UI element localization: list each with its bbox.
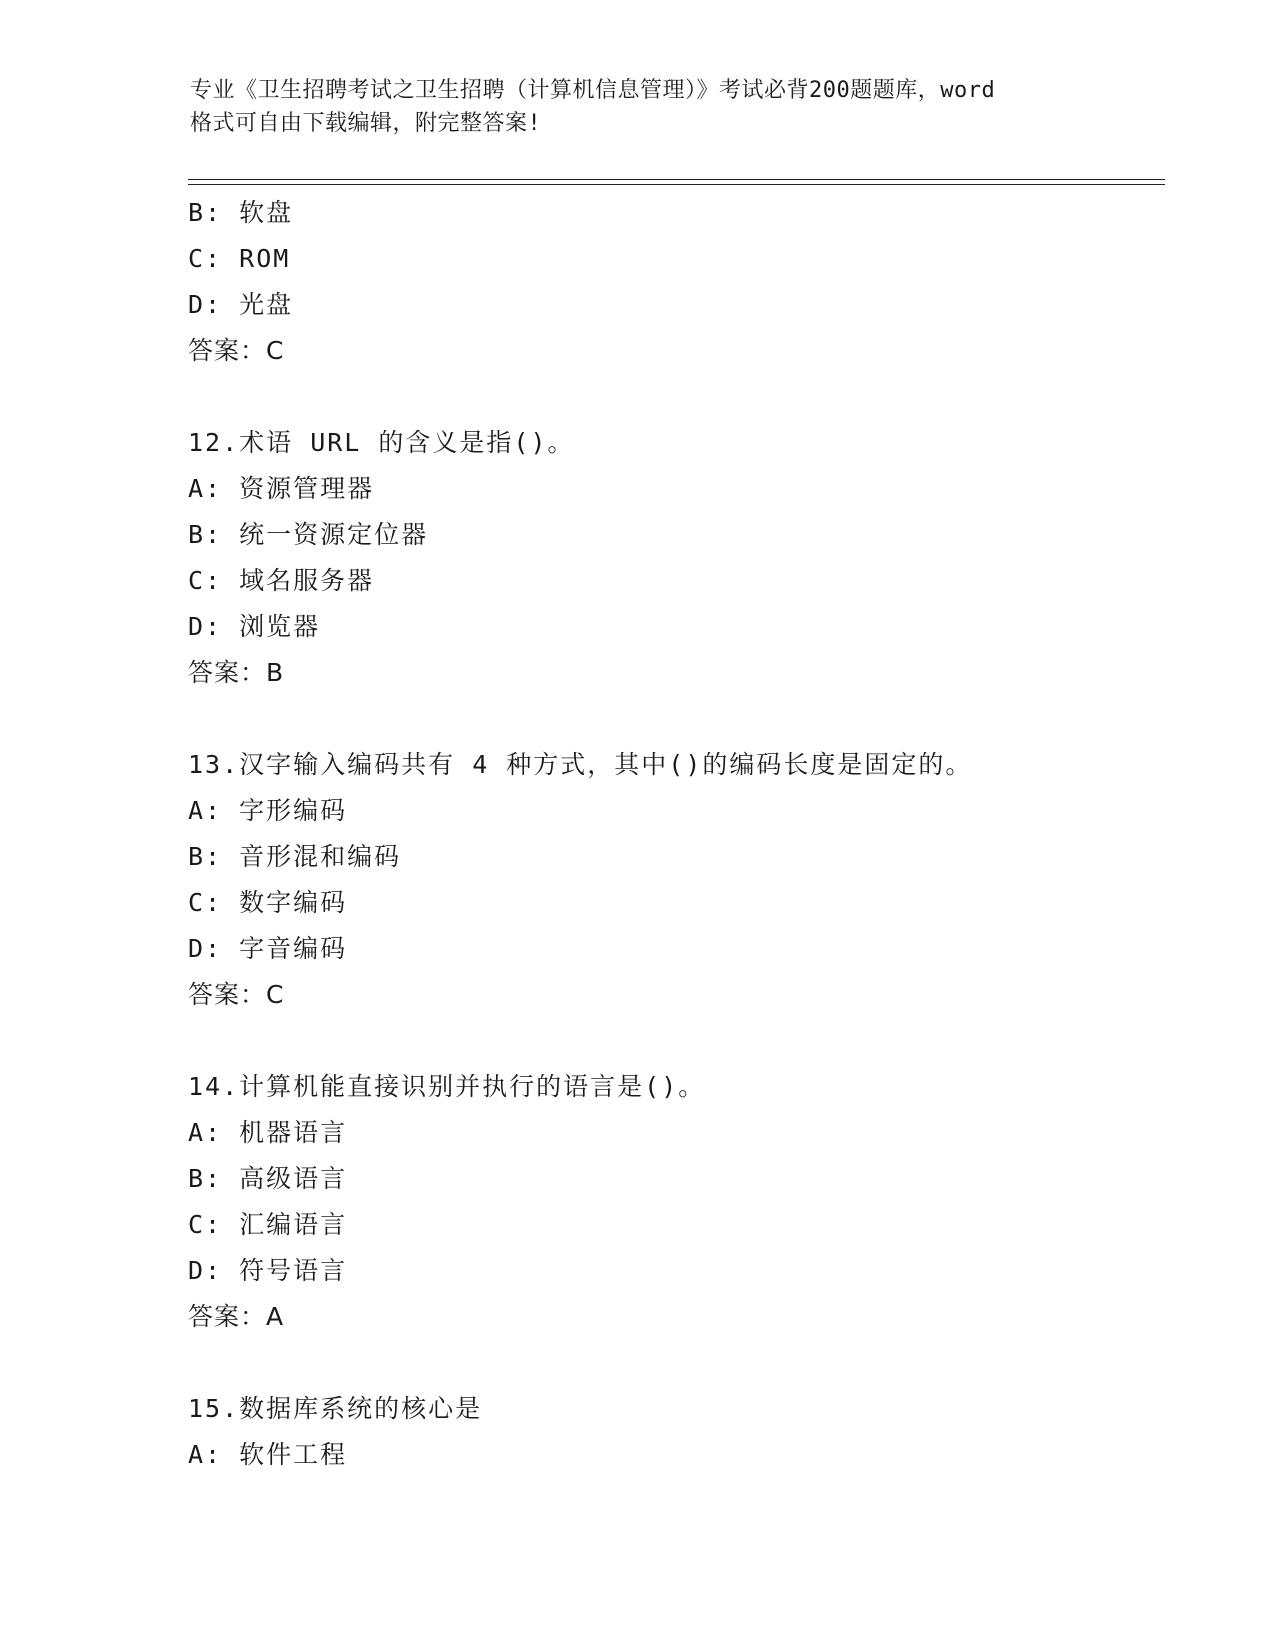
question-stem: 15.数据库系统的核心是 <box>188 1394 483 1423</box>
option-b: B: 统一资源定位器 <box>188 520 429 549</box>
header-divider-top <box>188 179 1165 180</box>
option-a: A: 机器语言 <box>188 1118 348 1147</box>
answer: 答案：C <box>188 980 285 1009</box>
question-stem: 13.汉字输入编码共有 4 种方式，其中()的编码长度是固定的。 <box>188 750 973 779</box>
answer: 答案：C <box>188 336 285 365</box>
question-14 <box>188 1064 1168 1340</box>
answer: 答案：B <box>188 658 285 687</box>
header-line-2: 格式可自由下载编辑，附完整答案! <box>190 111 542 136</box>
question-stem: 14.计算机能直接识别并执行的语言是()。 <box>188 1072 706 1101</box>
question-15 <box>188 1386 1168 1478</box>
header-divider-bottom <box>188 184 1165 185</box>
document-header <box>190 74 1090 140</box>
option-b: B: 软盘 <box>188 198 294 227</box>
answer: 答案：A <box>188 1302 285 1331</box>
question-12 <box>188 420 1168 696</box>
question-11-tail <box>188 190 1168 374</box>
option-a: A: 资源管理器 <box>188 474 375 503</box>
question-list <box>188 190 1168 1478</box>
option-d: D: 浏览器 <box>188 612 321 641</box>
option-d: D: 光盘 <box>188 290 294 319</box>
option-c: C: ROM <box>188 244 291 273</box>
header-line-1: 专业《卫生招聘考试之卫生招聘（计算机信息管理）》考试必背200题题库，word <box>190 78 996 103</box>
option-d: D: 符号语言 <box>188 1256 348 1285</box>
option-a: A: 软件工程 <box>188 1440 348 1469</box>
option-d: D: 字音编码 <box>188 934 348 963</box>
option-c: C: 汇编语言 <box>188 1210 348 1239</box>
option-b: B: 高级语言 <box>188 1164 348 1193</box>
question-stem: 12.术语 URL 的含义是指()。 <box>188 428 575 457</box>
option-b: B: 音形混和编码 <box>188 842 402 871</box>
option-a: A: 字形编码 <box>188 796 348 825</box>
option-c: C: 数字编码 <box>188 888 348 917</box>
option-c: C: 域名服务器 <box>188 566 375 595</box>
question-13 <box>188 742 1168 1018</box>
